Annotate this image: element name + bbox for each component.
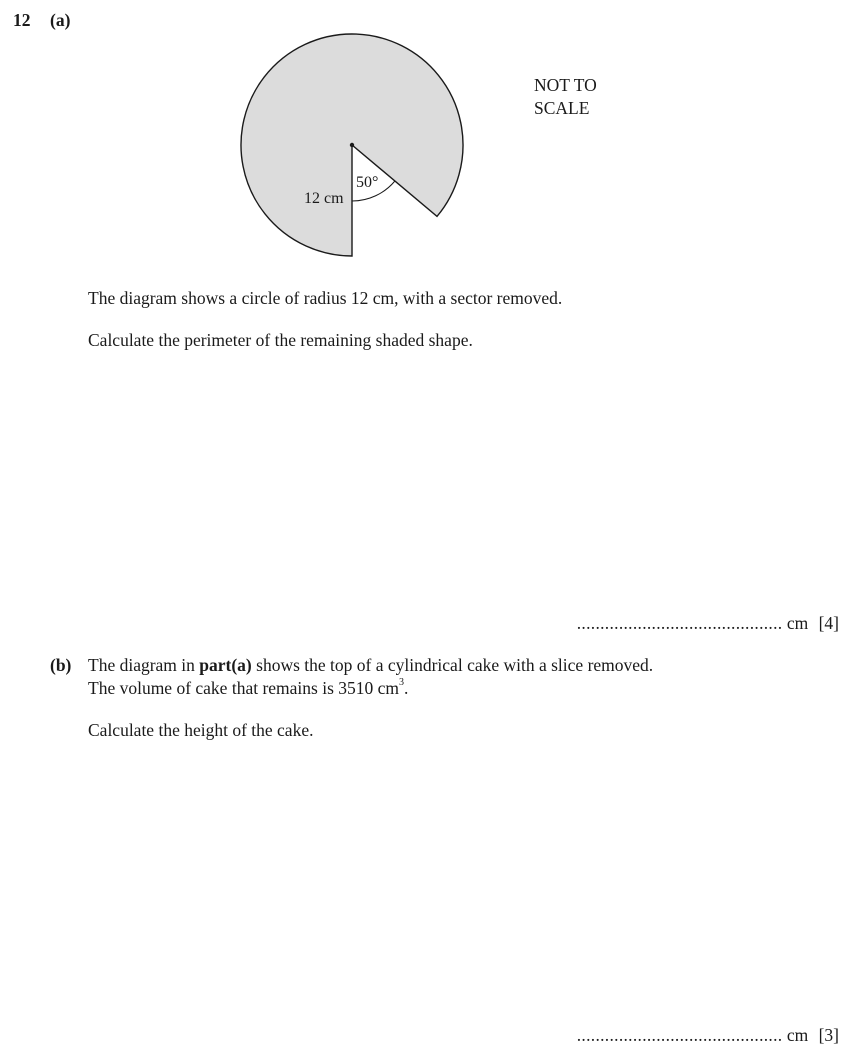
angle-label: 50° <box>356 174 379 191</box>
answer-marks: [4] <box>818 613 839 633</box>
part-b-text-before: The diagram in <box>88 655 200 675</box>
part-b-volume-statement <box>88 677 409 698</box>
not-to-scale-line2: SCALE <box>534 98 590 118</box>
circle-sector-diagram <box>0 0 853 270</box>
part-a-instruction: Calculate the perimeter of the remaining shaded shape. <box>88 330 473 350</box>
part-b-instruction: Calculate the height of the cake. <box>88 720 314 740</box>
volume-text: The volume of cake that remains is 3510 cm <box>88 678 400 698</box>
not-to-scale-line1: NOT TO <box>534 75 597 95</box>
part-b-text-after: shows the top of a cylindrical cake with a slice removed. <box>251 655 654 675</box>
volume-superscript: 3 <box>399 677 405 688</box>
answer-marks: [3] <box>818 1025 839 1045</box>
volume-end: . <box>404 678 409 698</box>
part-b-description <box>88 657 653 675</box>
part-b-text-bold: part(a) <box>199 655 252 675</box>
part-a-answer-line[interactable] <box>577 615 839 633</box>
answer-unit: cm <box>786 613 809 633</box>
part-a-description: The diagram shows a circle of radius 12 cm, with a sector removed. <box>88 288 563 308</box>
part-b-label: (b) <box>50 655 72 675</box>
question-number: 12 <box>13 10 31 30</box>
answer-dots[interactable]: ............................................ <box>576 1025 783 1045</box>
part-b-answer-line[interactable] <box>577 1027 839 1045</box>
centre-point <box>350 143 354 147</box>
answer-dots[interactable]: ............................................ <box>576 613 783 633</box>
radius-label: 12 cm <box>304 190 344 207</box>
part-a-label: (a) <box>50 10 71 30</box>
answer-unit: cm <box>786 1025 809 1045</box>
